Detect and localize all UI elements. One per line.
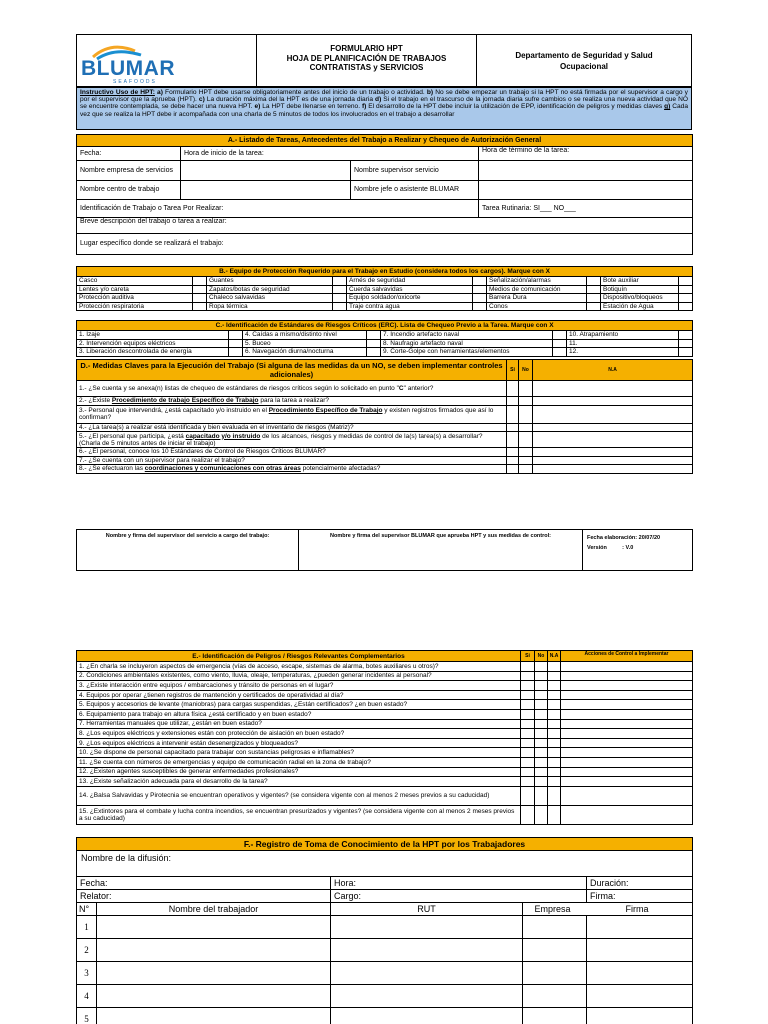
col-header-firma: Firma — [625, 904, 649, 914]
medida-bold: coordinaciones y comunicaciones con otras áreas — [144, 465, 301, 473]
instructivo-text: La HPT debe llenarse en terreno. — [260, 103, 362, 111]
medida-text: 3.- Personal que intervendrá, ¿está capacitado y/o instruido en el — [79, 407, 269, 414]
peligro-item: 8. ¿Los equipos eléctricos y extensiones están con protección de aislación en buen estado? — [77, 729, 521, 739]
epp-item: Dispositivo/bloqueos — [601, 294, 679, 303]
firma-field[interactable]: Firma: — [587, 890, 693, 903]
erc-item: 3. Liberación descontrolada de energía — [77, 348, 229, 357]
duracion-field[interactable]: Duración: — [587, 877, 693, 890]
medida-text: 8.- ¿Se efectuaron las — [79, 465, 145, 473]
item-marker: b) — [426, 89, 434, 96]
si-checkbox[interactable] — [521, 729, 535, 739]
nombre-cell[interactable] — [97, 939, 331, 962]
epp-checkbox[interactable] — [587, 294, 601, 303]
erc-checkbox[interactable] — [229, 348, 243, 357]
epp-item: Guantes — [207, 277, 333, 286]
na-checkbox[interactable] — [548, 748, 561, 758]
row-number: 4 — [77, 985, 97, 1008]
rut-cell[interactable] — [331, 916, 523, 939]
erc-item: 11. — [567, 339, 679, 348]
empresa-cell[interactable] — [523, 1008, 587, 1024]
title-line: HOJA DE PLANIFICACIÓN DE TRABAJOS — [286, 53, 447, 63]
accion-field[interactable] — [561, 662, 693, 672]
si-checkbox[interactable] — [521, 786, 535, 805]
section-d-title: D.- Medidas Claves para la Ejecución del Trabajo (Si alguna de las medidas da un NO, se deben implementar controles adicionales) — [77, 360, 507, 381]
si-checkbox[interactable] — [507, 397, 519, 406]
erc-item: 6. Navegación diurna/nocturna — [243, 348, 367, 357]
medida-text: de los alcances, riesgos y medidas de control de la(s) tarea(s) a desarrollar? (Charla de 5 minutos antes de iniciar el trabajo) — [79, 432, 483, 447]
medida-bold: Procedimiento de trabajo Específico de Trabajo — [111, 397, 259, 405]
breve-field[interactable]: Breve descripción del trabajo o tarea a realizar: — [77, 218, 693, 234]
no-header: No — [535, 651, 548, 662]
no-checkbox[interactable] — [535, 729, 548, 739]
epp-checkbox[interactable] — [333, 285, 347, 294]
fecha-field[interactable]: Fecha: — [77, 877, 331, 890]
peligro-item: 4. Equipos por operar ¿tienen registros de mantención y certificados de operatividad al día? — [77, 690, 521, 700]
row-number: 3 — [77, 962, 97, 985]
peligro-item: 5. Equipos y accesorios de levante (maniobras) para cargas suspendidas, ¿Están certificados? ¿en buen estado? — [77, 700, 521, 710]
instructivo-text: El desarrollo de la HPT debe incluir la utilización de EPP, identificación de peligros y medidas claves — [366, 103, 665, 111]
section-e — [76, 650, 693, 825]
item-marker: d) — [375, 96, 382, 104]
epp-item: Medios de comunicación — [487, 285, 587, 294]
epp-item: Zapatos/botas de seguridad — [207, 285, 333, 294]
no-checkbox[interactable] — [519, 448, 533, 457]
medida-text: y existen registros firmados que así lo confirman? — [79, 407, 494, 421]
item-marker: f) — [361, 103, 367, 111]
no-checkbox[interactable] — [535, 738, 548, 748]
accion-field[interactable] — [561, 805, 693, 824]
supervisor-label: Nombre supervisor servicio — [351, 161, 479, 181]
si-checkbox[interactable] — [521, 671, 535, 681]
medida-text: 2.- ¿Existe — [79, 397, 112, 405]
peligro-item: 2. Condiciones ambientales existentes, como viento, lluvia, oleaje, temperaturas, ¿pueden generar incidentes al personal? — [77, 671, 521, 681]
si-checkbox[interactable] — [521, 805, 535, 824]
epp-checkbox[interactable] — [679, 285, 693, 294]
si-checkbox[interactable] — [521, 719, 535, 729]
epp-item: Protección auditiva — [77, 294, 193, 303]
na-checkbox[interactable] — [548, 719, 561, 729]
medida-text: para la tarea a realizar? — [258, 397, 329, 405]
no-checkbox[interactable] — [519, 423, 533, 432]
section-b — [76, 266, 693, 311]
na-checkbox[interactable] — [548, 671, 561, 681]
epp-checkbox[interactable] — [193, 294, 207, 303]
title-line: FORMULARIO HPT — [330, 44, 403, 53]
si-checkbox[interactable] — [521, 681, 535, 691]
erc-item: 10. Atrapamiento — [567, 331, 679, 340]
instructivo-label: Instructivo Uso de HPT: — [80, 89, 155, 96]
version: Versión : V.0 — [587, 545, 634, 551]
accion-field[interactable] — [561, 748, 693, 758]
centro-value[interactable] — [181, 181, 351, 200]
hora-inicio-field[interactable]: Hora de inicio de la tarea: — [181, 147, 479, 161]
no-checkbox[interactable] — [535, 786, 548, 805]
medida-item — [77, 381, 507, 397]
section-f — [76, 837, 693, 1024]
col-header-empresa-firma — [523, 903, 693, 916]
erc-checkbox[interactable] — [679, 331, 693, 340]
epp-checkbox[interactable] — [333, 302, 347, 311]
erc-checkbox[interactable] — [553, 348, 567, 357]
no-checkbox[interactable] — [519, 456, 533, 465]
epp-item: Ropa térmica — [207, 302, 333, 311]
epp-checkbox[interactable] — [333, 277, 347, 286]
epp-item: Conos — [487, 302, 587, 311]
instructivo-text: La duración máxima del la HPT es de una jornada diaria — [204, 96, 376, 104]
erc-checkbox[interactable] — [367, 331, 381, 340]
firma-supervisor-blumar[interactable]: Nombre y firma del supervisor BLUMAR que aprueba HPT y sus medidas de control: — [299, 530, 583, 571]
medida-bold: capacitado y/o instruido — [185, 432, 261, 440]
row-number: 5 — [77, 1008, 97, 1024]
epp-checkbox[interactable] — [473, 277, 487, 286]
epp-checkbox[interactable] — [679, 294, 693, 303]
rut-cell[interactable] — [331, 939, 523, 962]
no-checkbox[interactable] — [519, 381, 533, 397]
si-checkbox[interactable] — [521, 767, 535, 777]
no-checkbox[interactable] — [519, 432, 533, 448]
si-checkbox[interactable] — [507, 423, 519, 432]
peligro-item: 1. ¿En charla se incluyeron aspectos de emergencia (vías de acceso, escape, sistemas de alarma, botes auxiliares u otros)? — [77, 662, 521, 672]
si-checkbox[interactable] — [521, 757, 535, 767]
peligro-item: 10. ¿Se dispone de personal capacitado para trabajar con sustancias peligrosas e inflamables? — [77, 748, 521, 758]
item-marker: a) — [157, 89, 163, 96]
na-checkbox[interactable] — [548, 700, 561, 710]
erc-item: 1. Izaje — [77, 331, 229, 340]
accion-field[interactable] — [561, 729, 693, 739]
no-checkbox[interactable] — [535, 709, 548, 719]
no-checkbox[interactable] — [519, 405, 533, 423]
instructivo-box — [76, 87, 692, 130]
si-checkbox[interactable] — [507, 432, 519, 448]
epp-checkbox[interactable] — [193, 285, 207, 294]
epp-item: Estación de Agua — [601, 302, 679, 311]
medida-bold: C — [398, 385, 404, 392]
si-checkbox[interactable] — [507, 405, 519, 423]
no-checkbox[interactable] — [535, 690, 548, 700]
firma-cell[interactable] — [587, 916, 693, 939]
accion-field[interactable] — [561, 700, 693, 710]
peligro-item: 13. ¿Existe señalización adecuada para el desarrollo de la tarea? — [77, 777, 521, 787]
epp-checkbox[interactable] — [587, 277, 601, 286]
medida-text: 1.- ¿Se cuenta y se anexa(n) listas de chequeo de estándares de riesgos críticos según lo solicitado en punto " — [79, 385, 399, 392]
col-header-nombre: Nombre del trabajador — [97, 903, 331, 916]
medida-item — [77, 397, 507, 406]
section-c-title: C.- Identificación de Estándares de Riesgos Críticos (ERC). Lista de Chequeo Previo a la Tarea. Marque con X — [77, 321, 693, 331]
na-checkbox[interactable] — [533, 397, 693, 406]
na-checkbox[interactable] — [548, 757, 561, 767]
epp-checkbox[interactable] — [333, 294, 347, 303]
no-checkbox[interactable] — [535, 719, 548, 729]
rutinaria-field[interactable]: Tarea Rutinaria: SI___ NO___ — [479, 200, 693, 218]
nombre-cell[interactable] — [97, 985, 331, 1008]
accion-field[interactable] — [561, 719, 693, 729]
section-e-title: E.- Identificación de Peligros / Riesgos Relevantes Complementarios — [77, 651, 521, 662]
na-checkbox[interactable] — [548, 709, 561, 719]
si-checkbox[interactable] — [521, 700, 535, 710]
section-c — [76, 320, 693, 357]
empresa-cell[interactable] — [523, 916, 587, 939]
section-a — [76, 134, 693, 255]
peligro-item: 12. ¿Existen agentes susceptibles de generar enfermedades profesionales? — [77, 767, 521, 777]
erc-item: 5. Buceo — [243, 339, 367, 348]
logo-subtext: SEAFOODS — [113, 79, 157, 85]
peligro-item: 14. ¿Balsa Salvavidas y Pirotecnia se encuentran operativos y vigentes? (se considera vigente con al menos 2 meses previos a su caducidad) — [77, 786, 521, 805]
na-header: N.A — [533, 360, 693, 381]
department — [477, 35, 691, 86]
erc-checkbox[interactable] — [553, 339, 567, 348]
row-number: 1 — [77, 916, 97, 939]
medida-bold: Procedimiento Específico de Trabajo — [268, 407, 383, 414]
instructivo-text: No se debe empezar un trabajo si la HPT no está firmada por el supervisor a cargo y por el supervisor que la aprueba (HPT). — [80, 89, 688, 104]
erc-checkbox[interactable] — [229, 339, 243, 348]
hora-field[interactable]: Hora: — [331, 877, 587, 890]
na-header: N.A — [548, 651, 561, 662]
na-checkbox[interactable] — [548, 777, 561, 787]
no-checkbox[interactable] — [535, 767, 548, 777]
na-checkbox[interactable] — [533, 432, 693, 448]
no-checkbox[interactable] — [535, 662, 548, 672]
epp-item: Casco — [77, 277, 193, 286]
si-checkbox[interactable] — [521, 777, 535, 787]
epp-item: Protección respiratoria — [77, 302, 193, 311]
epp-item: Arnés de seguridad — [347, 277, 473, 286]
si-checkbox[interactable] — [521, 748, 535, 758]
na-checkbox[interactable] — [533, 465, 693, 474]
peligro-item: 11. ¿Se cuenta con números de emergencias y equipo de comunicación radial en la zona de trabajo? — [77, 757, 521, 767]
form-header — [76, 34, 692, 87]
na-checkbox[interactable] — [533, 456, 693, 465]
firma-cell[interactable] — [587, 985, 693, 1008]
identificacion-field[interactable]: Identificación de Trabajo o Tarea Por Realizar: — [77, 200, 479, 218]
epp-checkbox[interactable] — [679, 302, 693, 311]
version-info — [583, 530, 693, 571]
cargo-field[interactable]: Cargo: — [331, 890, 587, 903]
epp-item: Bote auxiliar — [601, 277, 679, 286]
medida-text: 5.- ¿El personal que participa, ¿está — [79, 432, 186, 440]
erc-item: 2. Intervención equipos eléctricos — [77, 339, 229, 348]
na-checkbox[interactable] — [548, 729, 561, 739]
accion-field[interactable] — [561, 777, 693, 787]
medida-text: 6.- ¿El personal, conoce los 10 Estándares de Control de Riesgos Críticos BLUMAR? — [79, 448, 326, 456]
dept-line: Ocupacional — [559, 62, 608, 71]
epp-item: Botiquín — [601, 285, 679, 294]
epp-item: Chaleco salvavidas — [207, 294, 333, 303]
empresa-value[interactable] — [181, 161, 351, 181]
nombre-cell[interactable] — [97, 1008, 331, 1024]
erc-item: 8. Naufragio artefacto naval — [381, 339, 553, 348]
col-header-rut: RUT — [331, 903, 523, 916]
hora-termino-field[interactable]: Hora de término de la tarea: — [479, 147, 693, 161]
medida-text: 7.- ¿Se cuenta con un supervisor para realizar el trabajo? — [79, 456, 245, 464]
jefe-label: Nombre jefe o asistente BLUMAR — [351, 181, 479, 200]
medida-item — [77, 423, 507, 432]
nombre-cell[interactable] — [97, 916, 331, 939]
si-header: Si — [507, 360, 519, 381]
firma-supervisor-servicio[interactable]: Nombre y firma del supervisor del servicio a cargo del trabajo: — [77, 530, 299, 571]
na-checkbox[interactable] — [548, 767, 561, 777]
epp-checkbox[interactable] — [679, 277, 693, 286]
peligro-item: 9. ¿Los equipos eléctricos a intervenir están desenergizados y bloqueados? — [77, 738, 521, 748]
logo-text: BLUMAR — [81, 57, 175, 80]
si-header: Si — [521, 651, 535, 662]
peligro-item: 6. Equipamiento para trabajo en altura física ¿está certificado y en buen estado? — [77, 709, 521, 719]
epp-item: Cuerda salvavidas — [347, 285, 473, 294]
firma-cell[interactable] — [587, 962, 693, 985]
accion-field[interactable] — [561, 738, 693, 748]
accion-field[interactable] — [561, 681, 693, 691]
no-checkbox[interactable] — [535, 671, 548, 681]
section-b-title: B.- Equipo de Protección Requerido para el Trabajo en Estudio (considera todos los cargos). Marque con X — [77, 267, 693, 277]
empresa-cell[interactable] — [523, 962, 587, 985]
accion-field[interactable] — [561, 671, 693, 681]
peligro-item: 7. Herramientas manuales que utilizar, ¿están en buen estado? — [77, 719, 521, 729]
no-checkbox[interactable] — [519, 465, 533, 474]
accion-field[interactable] — [561, 786, 693, 805]
jefe-value[interactable] — [479, 181, 693, 200]
section-f-title: F.- Registro de Toma de Conocimiento de la HPT por los Trabajadores — [77, 838, 693, 851]
accion-field[interactable] — [561, 757, 693, 767]
medida-text: 4.- ¿La tarea(s) a realizar está identificada y bien evaluada en el inventario de riesgos (Matriz)? — [79, 423, 354, 431]
title-line: CONTRATISTAS y SERVICIOS — [309, 63, 424, 72]
dept-line: Departamento de Seguridad y Salud — [515, 51, 653, 60]
si-checkbox[interactable] — [507, 465, 519, 474]
empresa-cell[interactable] — [523, 985, 587, 1008]
medida-item — [77, 448, 507, 457]
no-checkbox[interactable] — [535, 681, 548, 691]
instructivo-text: Formulario HPT debe usarse obligatoriamente antes del inicio de un trabajo o actividad. — [162, 89, 427, 96]
medida-item — [77, 456, 507, 465]
rut-cell[interactable] — [331, 985, 523, 1008]
erc-item: 9. Corte-Golpe con herramientas/elementos — [381, 348, 553, 357]
item-marker: e) — [254, 103, 261, 111]
firma-cell[interactable] — [587, 939, 693, 962]
nombre-cell[interactable] — [97, 962, 331, 985]
na-checkbox[interactable] — [533, 381, 693, 397]
na-checkbox[interactable] — [548, 805, 561, 824]
section-d — [76, 359, 693, 474]
na-checkbox[interactable] — [548, 738, 561, 748]
firmas-table — [76, 529, 693, 571]
peligro-item: 15. ¿Extintores para el combate y lucha contra incendios, se encuentran presurizados y vigentes? (se considera vigente con al menos 2 meses previos a su caducidad) — [77, 805, 521, 824]
empresa-label: Nombre empresa de servicios — [77, 161, 181, 181]
no-header: No — [519, 360, 533, 381]
no-checkbox[interactable] — [535, 700, 548, 710]
erc-checkbox[interactable] — [679, 348, 693, 357]
na-checkbox[interactable] — [548, 681, 561, 691]
lugar-field[interactable]: Lugar específico donde se realizará el trabajo: — [77, 234, 693, 255]
si-checkbox[interactable] — [521, 709, 535, 719]
logo-cell — [77, 35, 257, 86]
na-checkbox[interactable] — [533, 423, 693, 432]
erc-checkbox[interactable] — [367, 348, 381, 357]
epp-checkbox[interactable] — [473, 302, 487, 311]
medida-item — [77, 465, 507, 474]
si-checkbox[interactable] — [521, 662, 535, 672]
accion-field[interactable] — [561, 767, 693, 777]
na-checkbox[interactable] — [533, 405, 693, 423]
epp-item: Lentes y/o careta — [77, 285, 193, 294]
medida-item — [77, 432, 507, 448]
epp-checkbox[interactable] — [587, 285, 601, 294]
na-checkbox[interactable] — [548, 786, 561, 805]
epp-item: Traje contra agua — [347, 302, 473, 311]
peligro-item: 3. ¿Existe interacción entre equipos / embarcaciones y tránsito de personas en el lugar? — [77, 681, 521, 691]
epp-checkbox[interactable] — [473, 294, 487, 303]
medida-text: " anterior? — [403, 385, 434, 392]
difusion-field[interactable]: Nombre de la difusión: — [77, 851, 693, 877]
erc-item: 7. Incendio artefacto naval — [381, 331, 553, 340]
rut-cell[interactable] — [331, 1008, 523, 1024]
epp-item: Señalización/alarmas — [487, 277, 587, 286]
epp-checkbox[interactable] — [193, 302, 207, 311]
medida-item — [77, 405, 507, 423]
col-header-numero: N° — [77, 903, 97, 916]
medida-text: potencialmente afectadas? — [300, 465, 381, 473]
acciones-header: Acciones de Control a Implementar — [561, 651, 693, 662]
relator-field[interactable]: Relator: — [77, 890, 331, 903]
firma-cell[interactable] — [587, 1008, 693, 1024]
accion-field[interactable] — [561, 690, 693, 700]
row-number: 2 — [77, 939, 97, 962]
si-checkbox[interactable] — [521, 690, 535, 700]
item-marker: g) — [664, 103, 671, 111]
epp-item: Equipo soldador/oxicorte — [347, 294, 473, 303]
form-title — [257, 35, 477, 86]
col-header-empresa: Empresa — [534, 904, 571, 914]
no-checkbox[interactable] — [535, 777, 548, 787]
no-checkbox[interactable] — [535, 805, 548, 824]
fecha-elaboracion: Fecha elaboración: 20/07/20 — [587, 535, 661, 541]
erc-checkbox[interactable] — [367, 339, 381, 348]
no-checkbox[interactable] — [519, 397, 533, 406]
erc-item: 4. Caídas a mismo/distinto nivel — [243, 331, 367, 340]
na-checkbox[interactable] — [533, 448, 693, 457]
no-checkbox[interactable] — [535, 757, 548, 767]
si-checkbox[interactable] — [507, 448, 519, 457]
epp-checkbox[interactable] — [193, 277, 207, 286]
erc-checkbox[interactable] — [229, 331, 243, 340]
rut-cell[interactable] — [331, 962, 523, 985]
supervisor-value[interactable] — [479, 161, 693, 181]
section-a-title: A.- Listado de Tareas, Antecedentes del Trabajo a Realizar y Chequeo de Autorización General — [77, 135, 693, 147]
no-checkbox[interactable] — [535, 748, 548, 758]
erc-checkbox[interactable] — [679, 339, 693, 348]
instructivo-text: Cada vez que se realiza la HPT debe ir acompañada con una charla de 5 minutos de todos los involucrados en el trabajo a desarrollar — [80, 103, 688, 118]
centro-label: Nombre centro de trabajo — [77, 181, 181, 200]
fecha-field[interactable]: Fecha: — [77, 147, 181, 161]
epp-checkbox[interactable] — [587, 302, 601, 311]
item-marker: c) — [198, 96, 205, 104]
accion-field[interactable] — [561, 709, 693, 719]
erc-checkbox[interactable] — [553, 331, 567, 340]
na-checkbox[interactable] — [548, 662, 561, 672]
instructivo-text: Si el trabajo en el trascurso de la jornada diaria sufre cambios o se realiza una nueva actividad que NO se encuentre contemplada, se debe hacer una nueva HPT. — [80, 96, 688, 111]
epp-checkbox[interactable] — [473, 285, 487, 294]
si-checkbox[interactable] — [521, 738, 535, 748]
epp-item: Barrera Dura — [487, 294, 587, 303]
si-checkbox[interactable] — [507, 381, 519, 397]
si-checkbox[interactable] — [507, 456, 519, 465]
na-checkbox[interactable] — [548, 690, 561, 700]
empresa-cell[interactable] — [523, 939, 587, 962]
erc-item: 12. — [567, 348, 679, 357]
